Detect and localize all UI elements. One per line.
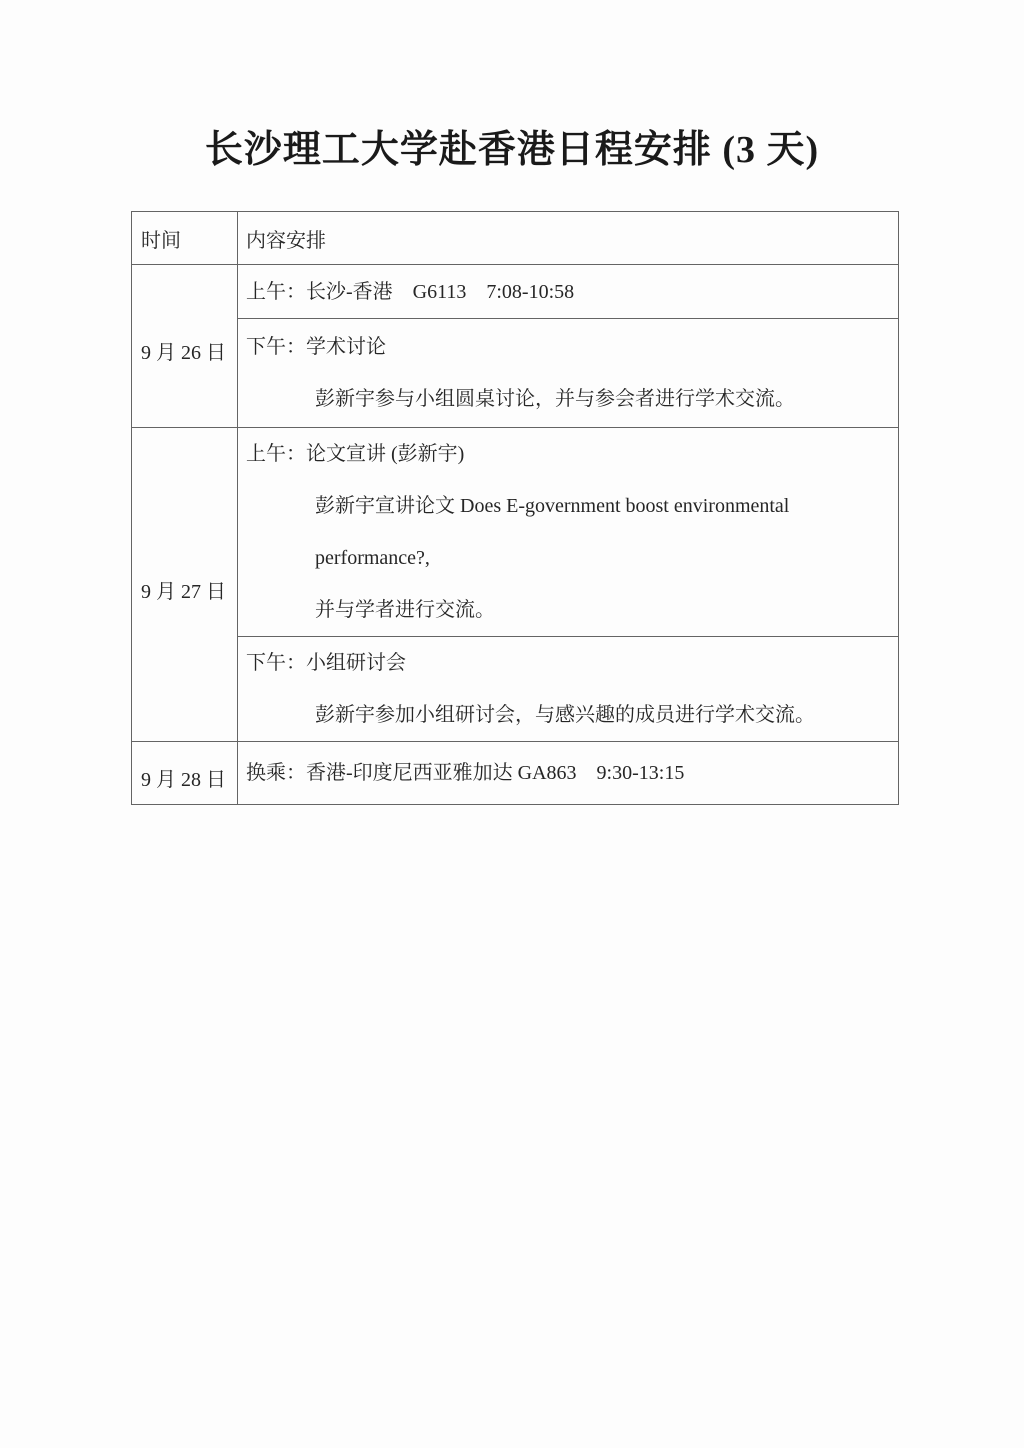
header-row xyxy=(132,212,899,265)
schedule-line-detail: 并与学者进行交流。 xyxy=(315,599,495,621)
schedule-row-sep27-morning xyxy=(132,428,899,637)
schedule-line: 下午：学术讨论 xyxy=(246,336,386,358)
schedule-row-sep26-morning xyxy=(132,265,899,319)
schedule-row-sep28 xyxy=(132,742,899,805)
schedule-line: 换乘：香港-印度尼西亚雅加达 GA863 9:30-13:15 xyxy=(246,762,685,784)
schedule-row-sep26-afternoon xyxy=(132,319,899,428)
content-cell xyxy=(238,265,899,319)
header-cell-content: 内容安排 xyxy=(238,212,899,265)
content-cell xyxy=(238,319,899,428)
header-cell-time: 时间 xyxy=(132,212,238,265)
content-cell xyxy=(238,637,899,742)
date-cell-sep27: 9 月 27 日 xyxy=(132,428,238,742)
date-cell-sep28: 9 月 28 日 xyxy=(132,742,238,805)
schedule-line: 下午：小组研讨会 xyxy=(246,652,406,674)
schedule-row-sep27-afternoon xyxy=(132,637,899,742)
schedule-line-detail: 彭新宇参加小组研讨会，与感兴趣的成员进行学术交流。 xyxy=(315,704,815,726)
document-title: 长沙理工大学赴香港日程安排 (3 天) xyxy=(204,129,820,171)
schedule-line-detail: 彭新宇参与小组圆桌讨论，并与参会者进行学术交流。 xyxy=(315,388,795,410)
content-cell xyxy=(238,428,899,637)
schedule-line-detail: 彭新宇宣讲论文 Does E-government boost environmental performance?, xyxy=(315,495,795,569)
content-cell xyxy=(238,742,899,805)
schedule-table xyxy=(131,211,899,805)
date-cell-sep26: 9 月 26 日 xyxy=(132,265,238,428)
schedule-line: 上午：论文宣讲 (彭新宇) xyxy=(246,443,465,465)
schedule-line: 上午：长沙-香港 G6113 7:08-10:58 xyxy=(246,280,575,303)
